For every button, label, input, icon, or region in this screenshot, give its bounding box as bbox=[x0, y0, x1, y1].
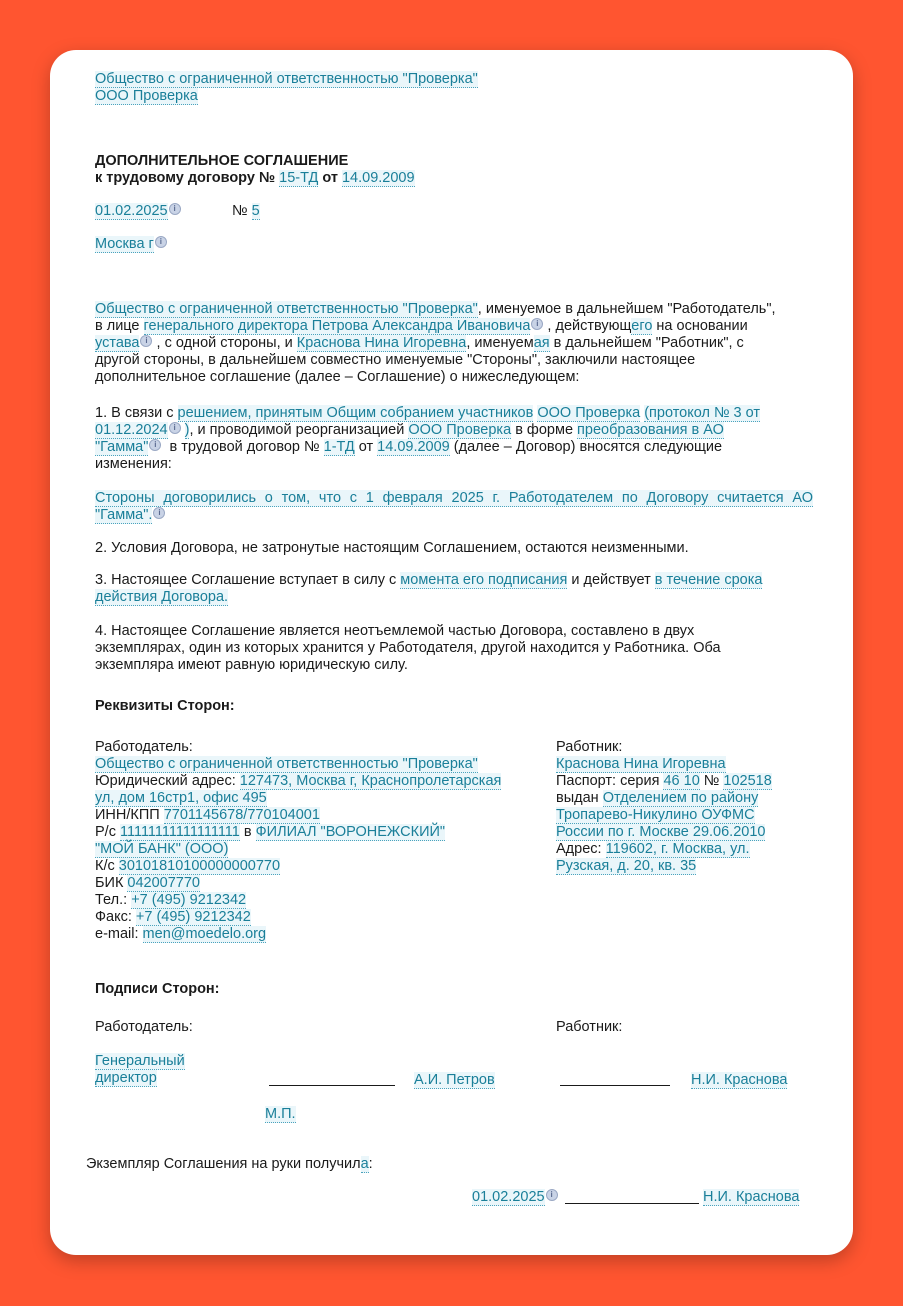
info-icon[interactable]: i bbox=[153, 507, 165, 519]
change-line1[interactable]: Стороны договорились о том, что с 1 февраля 2025 г. Работодателем по Договору считается АО bbox=[95, 490, 813, 506]
employer-address[interactable]: 127473, Москва г, Краснопролетарская bbox=[239, 773, 502, 789]
email-label: e-mail: bbox=[95, 926, 139, 942]
employer-signature-line[interactable] bbox=[269, 1085, 395, 1086]
employer-requisites bbox=[95, 739, 535, 943]
employee-sign-name-row bbox=[691, 1072, 787, 1089]
intro-paragraph bbox=[95, 301, 810, 386]
fax-label: Факс: bbox=[95, 909, 132, 925]
sig-employee-label: Работник: bbox=[556, 1019, 623, 1035]
org-full-name[interactable]: Общество с ограниченной ответственностью "Проверка" bbox=[95, 71, 478, 87]
party2[interactable]: Краснова Нина Игоревна bbox=[296, 335, 467, 351]
employee-signature-line[interactable] bbox=[560, 1085, 670, 1086]
issued-by[interactable]: Отделением по району bbox=[602, 790, 759, 806]
signatures-heading bbox=[95, 981, 220, 998]
employee-address-label: Адрес: bbox=[556, 841, 602, 857]
doc-number[interactable]: 5 bbox=[251, 203, 260, 219]
p1-text: в трудовой договор № bbox=[169, 439, 320, 455]
p4-line: экземплярах, один из которых хранится у Работодателя, другой находится у Работника. Оба bbox=[95, 640, 721, 656]
account-label: Р/с bbox=[95, 824, 116, 840]
duration-term[interactable]: в течение срока bbox=[654, 572, 763, 588]
account[interactable]: 11111111111111111 bbox=[119, 824, 240, 840]
info-icon[interactable]: i bbox=[140, 335, 152, 347]
receipt-colon: : bbox=[368, 1156, 373, 1172]
city[interactable]: Москва г bbox=[95, 236, 154, 252]
city-row bbox=[95, 236, 167, 253]
intro-text: , именуем bbox=[466, 335, 534, 351]
tel-label: Тел.: bbox=[95, 892, 128, 908]
receipt-name[interactable]: Н.И. Краснова bbox=[703, 1189, 800, 1205]
receipt-text bbox=[86, 1156, 373, 1173]
issued-by-3[interactable]: России по г. Москве 29.06.2010 bbox=[556, 824, 766, 840]
receipt-date[interactable]: 01.02.2025 bbox=[472, 1189, 545, 1205]
contract-number[interactable]: 15-ТД bbox=[279, 170, 319, 186]
basis[interactable]: устава bbox=[95, 335, 140, 351]
info-icon[interactable]: i bbox=[531, 318, 543, 330]
p3-text: и действует bbox=[571, 572, 651, 588]
intro-text: другой стороны, в дальнейшем совместно именуемые "Стороны", заключили настоящее bbox=[95, 352, 696, 368]
p3-text: 3. Настоящее Соглашение вступает в силу с bbox=[95, 572, 397, 588]
p1-text: , и проводимой реорганизацией bbox=[189, 422, 405, 438]
document-card bbox=[50, 50, 853, 1255]
seal[interactable]: М.П. bbox=[265, 1106, 296, 1122]
p4-line: экземпляра имеют равную юридическую силу. bbox=[95, 657, 408, 673]
paragraph-4 bbox=[95, 623, 810, 674]
tel[interactable]: +7 (495) 9212342 bbox=[131, 892, 247, 908]
paragraph-3 bbox=[95, 572, 810, 606]
company[interactable]: ООО Проверка bbox=[537, 405, 641, 421]
bik-label: БИК bbox=[95, 875, 124, 891]
doc-number-row bbox=[232, 203, 260, 220]
signatures-heading-text: Подписи Сторон: bbox=[95, 981, 220, 997]
reorg-form[interactable]: преобразования в АО bbox=[577, 422, 724, 438]
intro-text: , действующ bbox=[547, 318, 632, 334]
change-line2[interactable]: "Гамма". bbox=[95, 507, 153, 523]
contract-number-2[interactable]: 1-ТД bbox=[323, 439, 355, 455]
duration-term-2[interactable]: действия Договора. bbox=[95, 589, 229, 605]
title-line2: к трудовому договору № bbox=[95, 170, 276, 186]
paragraph-1 bbox=[95, 405, 810, 473]
employee-name[interactable]: Краснова Нина Игоревна bbox=[556, 756, 726, 772]
info-icon[interactable]: i bbox=[169, 203, 181, 215]
in-word: в bbox=[243, 824, 252, 840]
position-line2[interactable]: директор bbox=[95, 1070, 157, 1086]
contract-date-2[interactable]: 14.09.2009 bbox=[377, 439, 450, 455]
title-line1: ДОПОЛНИТЕЛЬНОЕ СОГЛАШЕНИЕ bbox=[95, 153, 349, 169]
employee-label: Работник: bbox=[556, 739, 623, 755]
employer-label: Работодатель: bbox=[95, 739, 193, 755]
protocol-date[interactable]: 01.12.2024 bbox=[95, 422, 168, 438]
intro-text: на основании bbox=[656, 318, 748, 334]
inn-label: ИНН/КПП bbox=[95, 807, 160, 823]
receipt-date-row bbox=[472, 1189, 558, 1206]
address-label: Юридический адрес: bbox=[95, 773, 236, 789]
info-icon[interactable]: i bbox=[169, 422, 181, 434]
ending2[interactable]: ая bbox=[533, 335, 550, 351]
employer-sign-name-row bbox=[414, 1072, 495, 1089]
intro-text: , с одной стороны, и bbox=[156, 335, 293, 351]
issued-by-2[interactable]: Тропарево-Никулино ОУФМС bbox=[556, 807, 755, 823]
signatory[interactable]: генерального директора Петрова Александра Ивановича bbox=[143, 318, 531, 334]
receipt-label: Экземпляр Соглашения на руки получил bbox=[86, 1156, 361, 1172]
employee-requisites bbox=[556, 739, 816, 875]
corr-account[interactable]: 30101810100000000770 bbox=[118, 858, 281, 874]
org-header bbox=[95, 71, 478, 105]
intro-text: в лице bbox=[95, 318, 140, 334]
passport-number[interactable]: 102518 bbox=[723, 773, 772, 789]
corr-label: К/с bbox=[95, 858, 115, 874]
employee-address[interactable]: 119602, г. Москва, ул. bbox=[605, 841, 750, 857]
protocol-close[interactable]: ) bbox=[184, 422, 190, 438]
intro-text: дополнительное соглашение (далее – Соглашение) о нижеследующем: bbox=[95, 369, 580, 385]
from-word: от bbox=[322, 170, 338, 186]
intro-text: , именуемое в дальнейшем "Работодатель", bbox=[477, 301, 776, 317]
position bbox=[95, 1053, 185, 1087]
org-short-name[interactable]: ООО Проверка bbox=[95, 88, 198, 104]
start-term[interactable]: момента его подписания bbox=[400, 572, 568, 588]
inn[interactable]: 7701145678/770104001 bbox=[163, 807, 320, 823]
receipt-ending[interactable]: а bbox=[360, 1156, 369, 1172]
info-icon[interactable]: i bbox=[149, 439, 161, 451]
number-label: № bbox=[232, 203, 248, 219]
passport-label: Паспорт: серия bbox=[556, 773, 660, 789]
contract-date[interactable]: 14.09.2009 bbox=[341, 170, 415, 186]
position-line1[interactable]: Генеральный bbox=[95, 1053, 185, 1069]
decision[interactable]: решением, принятым Общим собранием участников bbox=[177, 405, 534, 421]
employer-sign-name[interactable]: А.И. Петров bbox=[414, 1072, 495, 1088]
doc-date[interactable]: 01.02.2025 bbox=[95, 203, 168, 219]
bank[interactable]: ФИЛИАЛ "ВОРОНЕЖСКИЙ" bbox=[255, 824, 446, 840]
doc-date-row bbox=[95, 203, 181, 220]
p4-line: 4. Настоящее Соглашение является неотъемлемой частью Договора, составлено в двух bbox=[95, 623, 695, 639]
num-label: № bbox=[703, 773, 720, 789]
p1-text: в форме bbox=[515, 422, 574, 438]
paragraph-2: 2. Условия Договора, не затронутые настоящим Соглашением, остаются неизменными. bbox=[95, 540, 689, 556]
party1[interactable]: Общество с ограниченной ответственностью "Проверка" bbox=[95, 301, 478, 317]
receipt-signature-line[interactable] bbox=[565, 1203, 699, 1204]
p1-text: от bbox=[358, 439, 374, 455]
reorg-form-name[interactable]: "Гамма" bbox=[95, 439, 149, 455]
info-icon[interactable]: i bbox=[546, 1189, 558, 1201]
requisites-heading bbox=[95, 698, 235, 715]
seal-row bbox=[265, 1106, 296, 1123]
receipt-name-row bbox=[703, 1189, 799, 1206]
employer-address-2[interactable]: ул, дом 16стр1, офис 495 bbox=[95, 790, 267, 806]
fax[interactable]: +7 (495) 9212342 bbox=[135, 909, 251, 925]
sig-employer-label: Работодатель: bbox=[95, 1019, 193, 1035]
company2[interactable]: ООО Проверка bbox=[408, 422, 512, 438]
email[interactable]: men@moedelo.org bbox=[142, 926, 267, 942]
employee-sign-name[interactable]: Н.И. Краснова bbox=[691, 1072, 788, 1088]
bik[interactable]: 042007770 bbox=[127, 875, 200, 891]
requisites-heading-text: Реквизиты Сторон: bbox=[95, 698, 235, 714]
passport-series[interactable]: 46 10 bbox=[663, 773, 700, 789]
protocol[interactable]: (протокол № 3 от bbox=[644, 405, 761, 421]
p1-text: 1. В связи с bbox=[95, 405, 174, 421]
p1-text: изменения: bbox=[95, 456, 172, 472]
change-text bbox=[95, 490, 813, 524]
info-icon[interactable]: i bbox=[155, 236, 167, 248]
employee-address-2[interactable]: Рузская, д. 20, кв. 35 bbox=[556, 858, 697, 874]
issued-label: выдан bbox=[556, 790, 599, 806]
ending1[interactable]: его bbox=[631, 318, 653, 334]
bank-2[interactable]: "МОЙ БАНК" (ООО) bbox=[95, 841, 229, 857]
p1-text: (далее – Договор) вносятся следующие bbox=[453, 439, 723, 455]
document-title bbox=[95, 153, 415, 187]
intro-text: в дальнейшем "Работник", с bbox=[553, 335, 744, 351]
employer-name[interactable]: Общество с ограниченной ответственностью "Проверка" bbox=[95, 756, 478, 772]
